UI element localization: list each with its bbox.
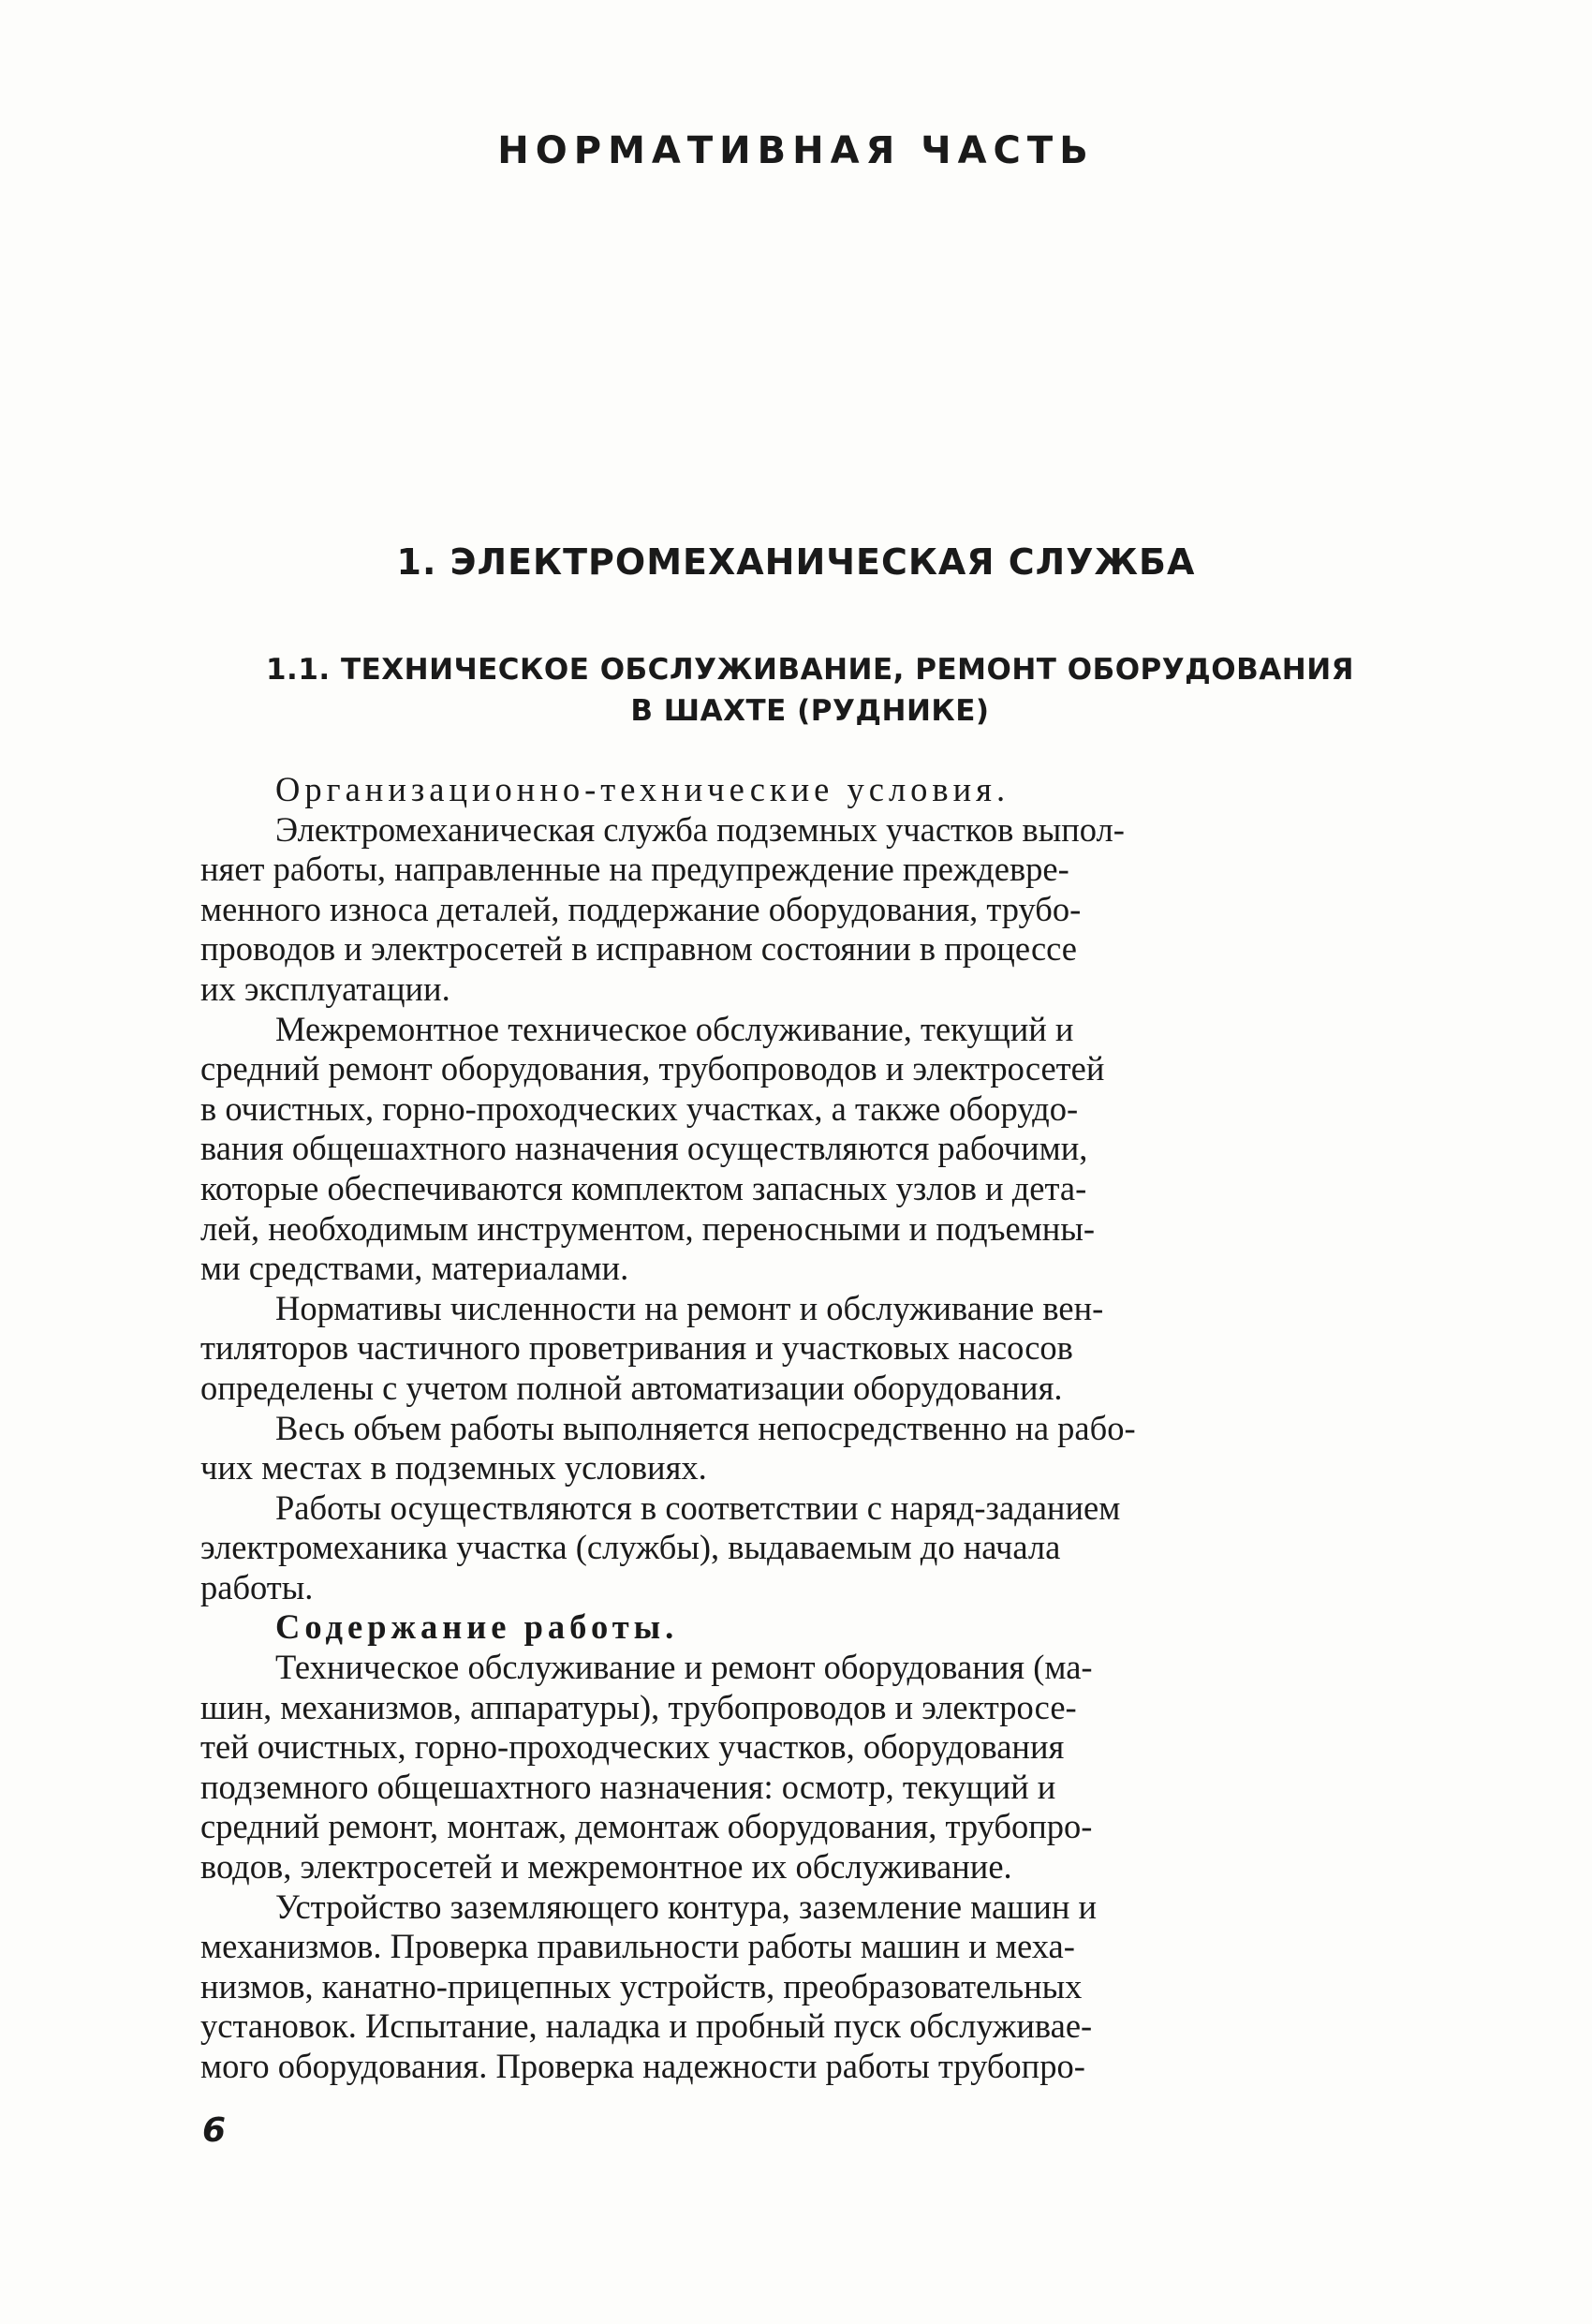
text-line: Работы осуществляются в соответствии с наряд-заданием: [275, 1488, 1121, 1527]
text-line: установок. Испытание, наладка и пробный пуск обслуживае-: [200, 2006, 1093, 2046]
text-line: Межремонтное техническое обслуживание, текущий и: [275, 1009, 1074, 1048]
text-line: Техническое обслуживание и ремонт оборудования (ма-: [275, 1648, 1093, 1687]
text-line: низмов, канатно-прицепных устройств, преобразовательных: [200, 1966, 1083, 2006]
text-line: Электромеханическая служба подземных участков выпол-: [275, 809, 1125, 849]
text-line: ми средствами, материалами.: [200, 1249, 629, 1288]
text-line: водов, электросетей и межремонтное их обслуживание.: [200, 1847, 1012, 1887]
body-text: [200, 770, 1405, 2087]
text-line: шин, механизмов, аппаратуры), трубопроводов и электросе-: [200, 1687, 1077, 1726]
section-title: 1. ЭЛЕКТРОМЕХАНИЧЕСКАЯ СЛУЖБА: [396, 541, 1196, 583]
text-line: механизмов. Проверка правильности работы машин и меха-: [200, 1927, 1075, 1966]
text-line: няет работы, направленные на предупреждение преждевре-: [200, 850, 1069, 889]
page-number: 6: [202, 2111, 227, 2150]
text-line: в очистных, горно-проходческих участках, а также оборудо-: [200, 1088, 1079, 1128]
part-title: НОРМАТИВНАЯ ЧАСТЬ: [497, 129, 1095, 172]
text-line: их эксплуатации.: [200, 969, 450, 1008]
text-line: Весь объем работы выполняется непосредственно на рабо-: [275, 1408, 1136, 1447]
text-line: которые обеспечиваются комплектом запасных узлов и дета-: [200, 1168, 1087, 1207]
paragraph-heading: Организационно-технические условия.: [275, 770, 1010, 808]
text-line: работы.: [200, 1567, 314, 1606]
subsection-title-line: В ШАХТЕ (РУДНИКЕ): [630, 694, 990, 728]
text-line: чих местах в подземных условиях.: [200, 1448, 707, 1488]
text-line: средний ремонт оборудования, трубопроводов и электросетей: [200, 1049, 1105, 1088]
paragraph-heading: Содержание работы.: [275, 1607, 679, 1647]
text-line: тиляторов частичного проветривания и участковых насосов: [200, 1328, 1073, 1368]
subsection-title-line: 1.1. ТЕХНИЧЕСКОЕ ОБСЛУЖИВАНИЕ, РЕМОНТ ОБОРУДОВАНИЯ: [265, 653, 1355, 687]
text-line: лей, необходимым инструментом, переносными и подъемны-: [200, 1208, 1096, 1248]
text-line: проводов и электросетей в исправном состоянии в процессе: [200, 929, 1077, 969]
text-line: вания общешахтного назначения осуществляются рабочими,: [200, 1129, 1088, 1168]
subsection-title: [215, 649, 1405, 732]
text-line: Нормативы численности на ремонт и обслуживание вен-: [275, 1288, 1104, 1327]
text-line: мого оборудования. Проверка надежности работы трубопро-: [200, 2047, 1085, 2085]
text-line: определены с учетом полной автоматизации оборудования.: [200, 1368, 1063, 1407]
text-line: электромеханика участка (службы), выдаваемым до начала: [200, 1528, 1061, 1567]
text-line: Устройство заземляющего контура, заземление машин и: [275, 1887, 1098, 1926]
text-line: менного износа деталей, поддержание оборудования, трубо-: [200, 889, 1082, 928]
text-line: подземного общешахтного назначения: осмотр, текущий и: [200, 1767, 1056, 1806]
text-line: тей очистных, горно-проходческих участков, оборудования: [200, 1727, 1065, 1767]
text-line: средний ремонт, монтаж, демонтаж оборудования, трубопро-: [200, 1807, 1093, 1846]
